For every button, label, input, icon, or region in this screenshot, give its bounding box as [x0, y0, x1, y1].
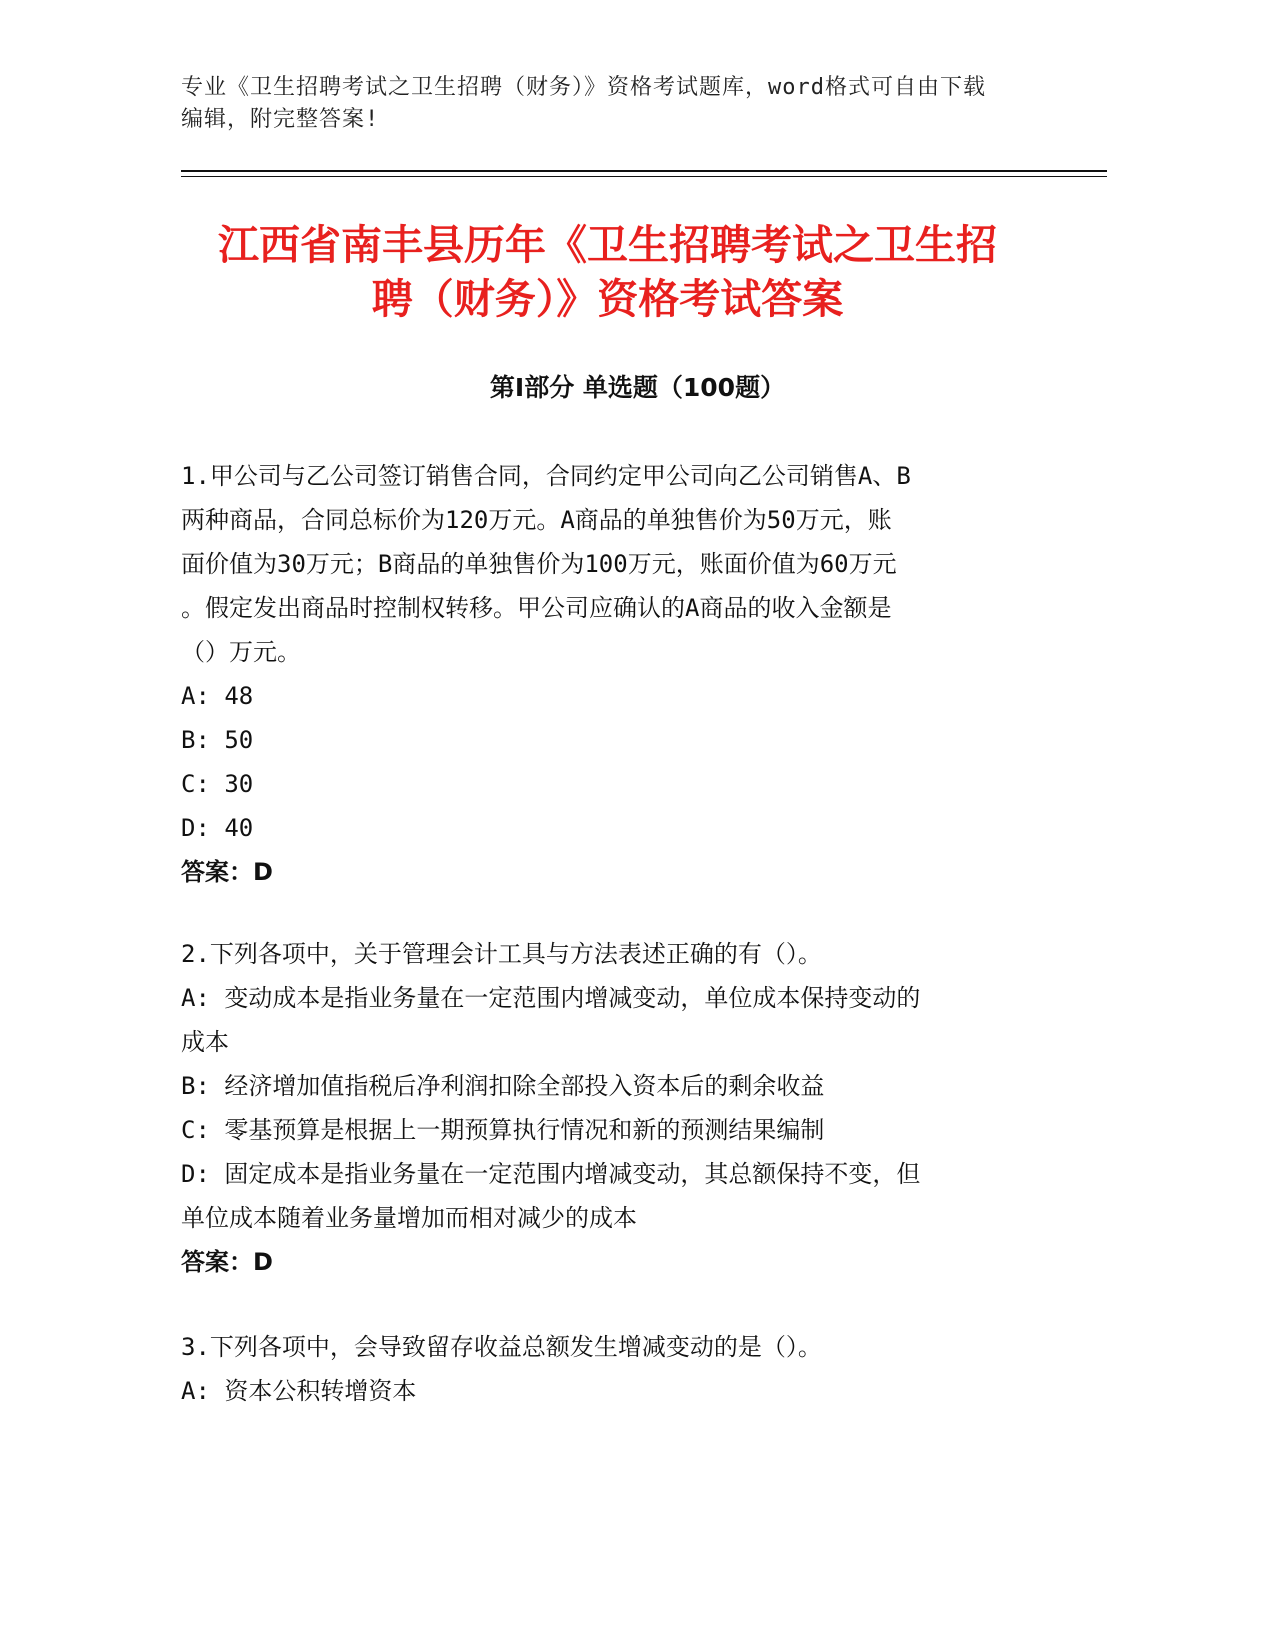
document-title-line-2: 聘（财务）》资格考试答案: [371, 275, 844, 323]
question-stem-line: 1.甲公司与乙公司签订销售合同，合同约定甲公司向乙公司销售A、B: [181, 462, 911, 490]
header-note-line-1: 专业《卫生招聘考试之卫生招聘（财务）》资格考试题库，word格式可自由下载: [181, 75, 986, 100]
option-b: B: 经济增加值指税后净利润扣除全部投入资本后的剩余收益: [181, 1072, 825, 1100]
option-a: A: 资本公积转增资本: [181, 1377, 417, 1405]
question-stem-line: 两种商品，合同总标价为120万元。A商品的单独售价为50万元，账: [181, 506, 892, 534]
option-a: A: 变动成本是指业务量在一定范围内增减变动，单位成本保持变动的: [181, 984, 921, 1012]
header-rule-thin: [181, 176, 1107, 177]
section-heading: 第Ⅰ部分 单选题（100题）: [489, 373, 786, 402]
option-a: A: 48: [181, 682, 254, 710]
document-title-line-1: 江西省南丰县历年《卫生招聘考试之卫生招: [218, 221, 997, 269]
answer-label: 答案：D: [181, 858, 273, 886]
question-stem-line: 面价值为30万元；B商品的单独售价为100万元，账面价值为60万元: [181, 550, 897, 578]
question-stem-line: （）万元。: [181, 638, 301, 666]
option-d: D: 40: [181, 814, 254, 842]
question-stem-line: 3.下列各项中，会导致留存收益总额发生增减变动的是（）。: [181, 1333, 822, 1361]
option-c: C: 30: [181, 770, 254, 798]
question-stem-line: 2.下列各项中，关于管理会计工具与方法表述正确的有（）。: [181, 940, 822, 968]
option-b: B: 50: [181, 726, 254, 754]
answer-label: 答案：D: [181, 1248, 273, 1276]
question-1: [181, 454, 1051, 894]
option-d-continued: 单位成本随着业务量增加而相对减少的成本: [181, 1204, 637, 1232]
document-title: [150, 218, 1065, 326]
header-note-line-2: 编辑，附完整答案!: [181, 107, 380, 132]
question-3: [181, 1325, 1051, 1413]
header-note: [181, 72, 1051, 136]
question-stem-line: 。假定发出商品时控制权转移。甲公司应确认的A商品的收入金额是: [181, 594, 892, 622]
option-c: C: 零基预算是根据上一期预算执行情况和新的预测结果编制: [181, 1116, 825, 1144]
header-rule-thick: [181, 170, 1107, 172]
question-2: [181, 932, 1051, 1284]
option-d: D: 固定成本是指业务量在一定范围内增减变动，其总额保持不变，但: [181, 1160, 921, 1188]
option-a-continued: 成本: [181, 1028, 229, 1056]
